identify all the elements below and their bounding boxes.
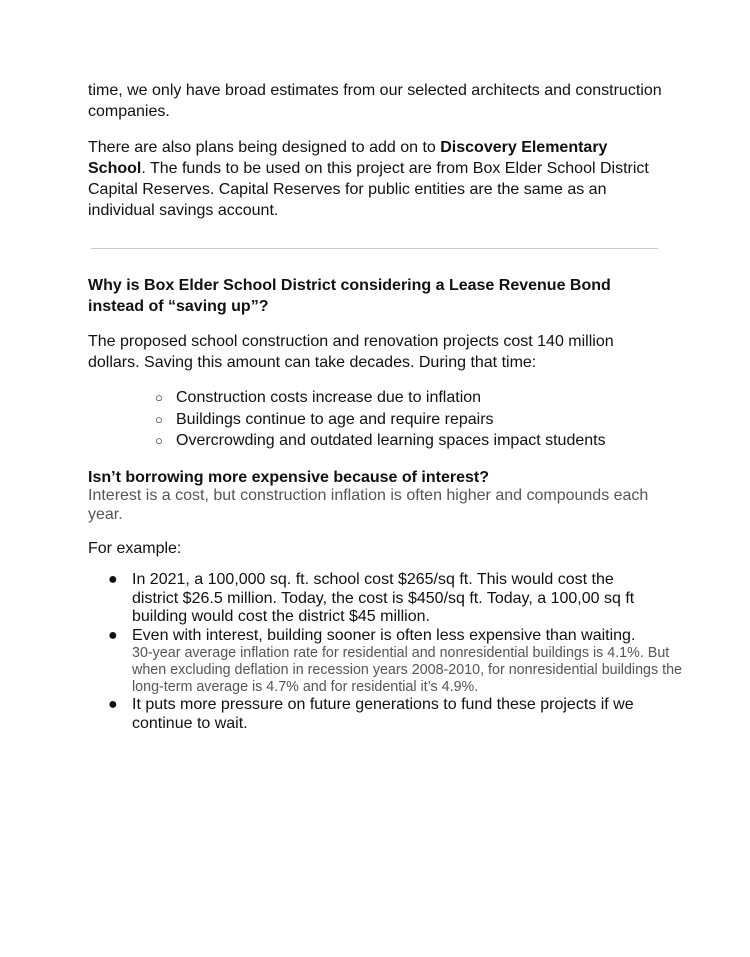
- why-paragraph-block: [88, 331, 648, 373]
- list-item-text: Even with interest, building sooner is often less expensive than waiting.: [132, 626, 636, 644]
- interest-bullet-list: [88, 571, 683, 733]
- list-item-text: It puts more pressure on future generations to fund these projects if we continue to wait.: [132, 696, 634, 732]
- example-label-block: [88, 538, 668, 559]
- inflation-note: 30-year average inflation rate for residential and nonresidential buildings is 4.1%. But when excluding deflation in recession years 2008-2010, for nonresidential buildings the long-term average is 4.7% and for residential it’s 4.9%.: [132, 645, 682, 695]
- list-item: [88, 696, 683, 733]
- discovery-paragraph-text: [88, 137, 668, 221]
- discovery-lead: There are also plans being designed to add on to: [88, 139, 441, 156]
- list-item-text: Construction costs increase due to inflation: [176, 389, 482, 406]
- section-divider: [91, 248, 658, 249]
- why-bullet-list-block: [155, 387, 675, 452]
- why-bullet-list: [155, 387, 675, 452]
- list-item: [155, 387, 675, 409]
- list-item: [88, 571, 683, 627]
- why-heading: Why is Box Elder School District considering a Lease Revenue Bond instead of “saving up”?: [88, 277, 611, 315]
- hollow-bullet-icon: ○: [155, 433, 163, 448]
- why-paragraph: The proposed school construction and renovation projects cost 140 million dollars. Saving this amount can take decades. During that time:: [88, 333, 614, 371]
- list-item: [155, 409, 675, 431]
- list-item-text: Overcrowding and outdated learning spaces impact students: [176, 432, 606, 449]
- intro-continuation: [88, 80, 668, 122]
- bullet-icon: ●: [108, 626, 118, 644]
- interest-bullet-list-block: [88, 571, 683, 733]
- interest-heading: Isn’t borrowing more expensive because of interest?: [88, 469, 489, 486]
- hollow-bullet-icon: ○: [155, 390, 163, 405]
- interest-section: [88, 468, 663, 524]
- example-label: For example:: [88, 540, 182, 557]
- intro-continuation-text: time, we only have broad estimates from our selected architects and construction companies.: [88, 82, 662, 120]
- discovery-school-name: Discovery Elementary School: [88, 139, 608, 177]
- why-section: [88, 275, 648, 317]
- discovery-paragraph: [88, 137, 668, 221]
- discovery-rest: . The funds to be used on this project are from Box Elder School District Capital Reserves. Capital Reserves for public entities are the same as an individual savings account.: [88, 160, 649, 219]
- list-item-text: Buildings continue to age and require repairs: [176, 410, 494, 428]
- list-item-text: In 2021, a 100,000 sq. ft. school cost $265/sq ft. This would cost the district $26.5 million. Today, the cost is $450/sq ft. Today, a 100,00 sq ft building would cost the district $45 million.: [132, 571, 635, 625]
- bullet-icon: ●: [108, 696, 118, 713]
- list-item: [88, 627, 683, 697]
- bullet-icon: ●: [108, 571, 118, 588]
- hollow-bullet-icon: ○: [155, 411, 163, 427]
- list-item: [155, 430, 675, 452]
- interest-subtext: Interest is a cost, but construction inflation is often higher and compounds each year.: [88, 487, 649, 523]
